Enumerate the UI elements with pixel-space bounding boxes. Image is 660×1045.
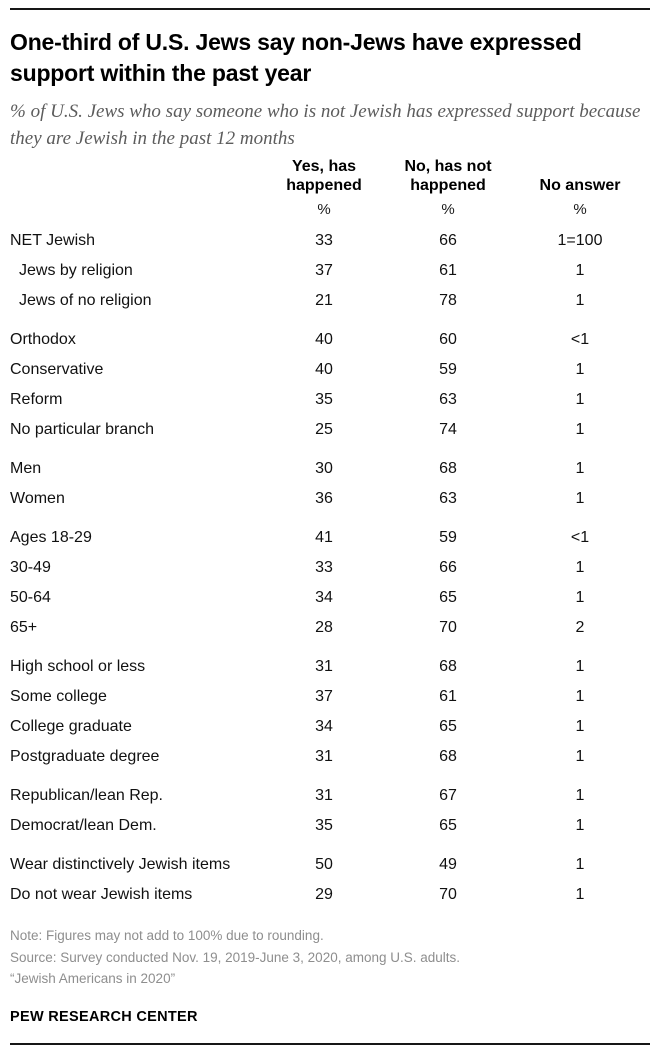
- row-label: Do not wear Jewish items: [10, 886, 193, 904]
- cell-value: 1: [575, 490, 585, 508]
- row-label: High school or less: [10, 658, 146, 676]
- row-label: Wear distinctively Jewish items: [10, 856, 231, 874]
- cell-value: 66: [439, 559, 457, 577]
- cell-value: 78: [439, 292, 457, 310]
- cell-value: 50: [315, 856, 333, 874]
- cell-value: 68: [439, 460, 457, 478]
- row-group: [10, 325, 650, 445]
- table-row: [10, 553, 650, 583]
- table-row: [10, 415, 650, 445]
- top-rule: [10, 8, 650, 10]
- cell-value: <1: [570, 331, 590, 349]
- cell-value: 28: [315, 619, 333, 637]
- table-row: [10, 523, 650, 553]
- table-row: [10, 742, 650, 772]
- cell-value: 1: [575, 292, 585, 310]
- brand: PEW RESEARCH CENTER: [10, 1009, 198, 1026]
- row-label: Some college: [10, 688, 107, 706]
- cell-value: 65: [439, 718, 457, 736]
- cell-value: 25: [315, 421, 333, 439]
- unit-row: [10, 197, 650, 226]
- table-body: [10, 226, 650, 910]
- cell-value: 34: [315, 589, 333, 607]
- cell-value: 65: [439, 817, 457, 835]
- row-group: [10, 850, 650, 910]
- data-table: [10, 158, 650, 910]
- row-group: [10, 523, 650, 643]
- cell-value: 59: [439, 529, 457, 547]
- cell-value: 61: [439, 262, 457, 280]
- cell-value: <1: [570, 529, 590, 547]
- quote-line: “Jewish Americans in 2020”: [10, 971, 176, 987]
- cell-value: 21: [315, 292, 333, 310]
- cell-value: 41: [315, 529, 333, 547]
- unit-cell: %: [317, 201, 331, 219]
- row-label: 50-64: [10, 589, 51, 607]
- cell-value: 1: [575, 817, 585, 835]
- table-row: [10, 811, 650, 841]
- table-row: [10, 652, 650, 682]
- cell-value: 40: [315, 331, 333, 349]
- page-container: [0, 8, 660, 1045]
- row-label: Republican/lean Rep.: [10, 787, 163, 805]
- table-row: [10, 454, 650, 484]
- row-label: Postgraduate degree: [10, 748, 160, 766]
- table-row: [10, 682, 650, 712]
- table-row: [10, 781, 650, 811]
- column-header-yes: Yes, has happened: [286, 158, 362, 194]
- row-label: Conservative: [10, 361, 104, 379]
- cell-value: 70: [439, 619, 457, 637]
- cell-value: 34: [315, 718, 333, 736]
- cell-value: 1: [575, 262, 585, 280]
- row-group: [10, 652, 650, 772]
- cell-value: 68: [439, 748, 457, 766]
- cell-value: 1: [575, 559, 585, 577]
- cell-value: 63: [439, 490, 457, 508]
- cell-value: 68: [439, 658, 457, 676]
- table-header-row: [10, 158, 650, 197]
- cell-value: 33: [315, 559, 333, 577]
- cell-value: 1: [575, 856, 585, 874]
- cell-value: 35: [315, 817, 333, 835]
- table-row: [10, 286, 650, 316]
- table-row: [10, 226, 650, 256]
- row-label: 30-49: [10, 559, 51, 577]
- cell-value: 60: [439, 331, 457, 349]
- table-row: [10, 613, 650, 643]
- row-group: [10, 454, 650, 514]
- cell-value: 40: [315, 361, 333, 379]
- cell-value: 61: [439, 688, 457, 706]
- row-label: Women: [10, 490, 65, 508]
- cell-value: 36: [315, 490, 333, 508]
- cell-value: 1: [575, 421, 585, 439]
- row-label: Democrat/lean Dem.: [10, 817, 157, 835]
- row-label: Men: [10, 460, 42, 478]
- cell-value: 37: [315, 688, 333, 706]
- page-subtitle: % of U.S. Jews who say someone who is not Jewish has expressed support because they are Jewish in the past 12 months: [10, 100, 641, 149]
- cell-value: 67: [439, 787, 457, 805]
- row-label: No particular branch: [10, 421, 155, 439]
- cell-value: 1: [575, 787, 585, 805]
- table-row: [10, 325, 650, 355]
- cell-value: 33: [315, 232, 333, 250]
- footer-notes: [10, 925, 650, 990]
- row-label: 65+: [10, 619, 38, 637]
- cell-value: 59: [439, 361, 457, 379]
- note-line: Note: Figures may not add to 100% due to rounding.: [10, 928, 324, 944]
- table-row: [10, 484, 650, 514]
- row-group: [10, 226, 650, 316]
- cell-value: 1: [575, 391, 585, 409]
- column-header-no: No, has not happened: [404, 158, 492, 194]
- row-label: Ages 18-29: [10, 529, 92, 547]
- cell-value: 1: [575, 886, 585, 904]
- table-row: [10, 256, 650, 286]
- cell-value: 70: [439, 886, 457, 904]
- cell-value: 37: [315, 262, 333, 280]
- cell-value: 29: [315, 886, 333, 904]
- table-row: [10, 385, 650, 415]
- cell-value: 1: [575, 658, 585, 676]
- cell-value: 1: [575, 460, 585, 478]
- cell-value: 1: [575, 748, 585, 766]
- table-row: [10, 355, 650, 385]
- unit-cell: %: [441, 201, 455, 219]
- table-row: [10, 712, 650, 742]
- cell-value: 1: [575, 718, 585, 736]
- row-label: College graduate: [10, 718, 132, 736]
- row-label: Orthodox: [10, 331, 76, 349]
- unit-cell: %: [573, 201, 587, 219]
- cell-value: 66: [439, 232, 457, 250]
- cell-value: 2: [575, 619, 585, 637]
- cell-value: 31: [315, 748, 333, 766]
- cell-value: 31: [315, 658, 333, 676]
- cell-value: 74: [439, 421, 457, 439]
- cell-value: 1: [575, 589, 585, 607]
- cell-value: 30: [315, 460, 333, 478]
- cell-value: 1: [575, 361, 585, 379]
- cell-value: 1=100: [557, 232, 603, 250]
- source-line: Source: Survey conducted Nov. 19, 2019-June 3, 2020, among U.S. adults.: [10, 949, 461, 965]
- cell-value: 35: [315, 391, 333, 409]
- row-group: [10, 781, 650, 841]
- cell-value: 49: [439, 856, 457, 874]
- column-header-no-answer: No answer: [539, 176, 621, 194]
- row-label: Jews of no religion: [19, 292, 152, 310]
- row-label: NET Jewish: [10, 232, 96, 250]
- cell-value: 1: [575, 688, 585, 706]
- cell-value: 65: [439, 589, 457, 607]
- row-label: Jews by religion: [19, 262, 133, 280]
- row-label: Reform: [10, 391, 63, 409]
- cell-value: 31: [315, 787, 333, 805]
- page-title: One-third of U.S. Jews say non-Jews have expressed support within the past year: [10, 29, 582, 87]
- table-row: [10, 880, 650, 910]
- table-row: [10, 850, 650, 880]
- table-row: [10, 583, 650, 613]
- cell-value: 63: [439, 391, 457, 409]
